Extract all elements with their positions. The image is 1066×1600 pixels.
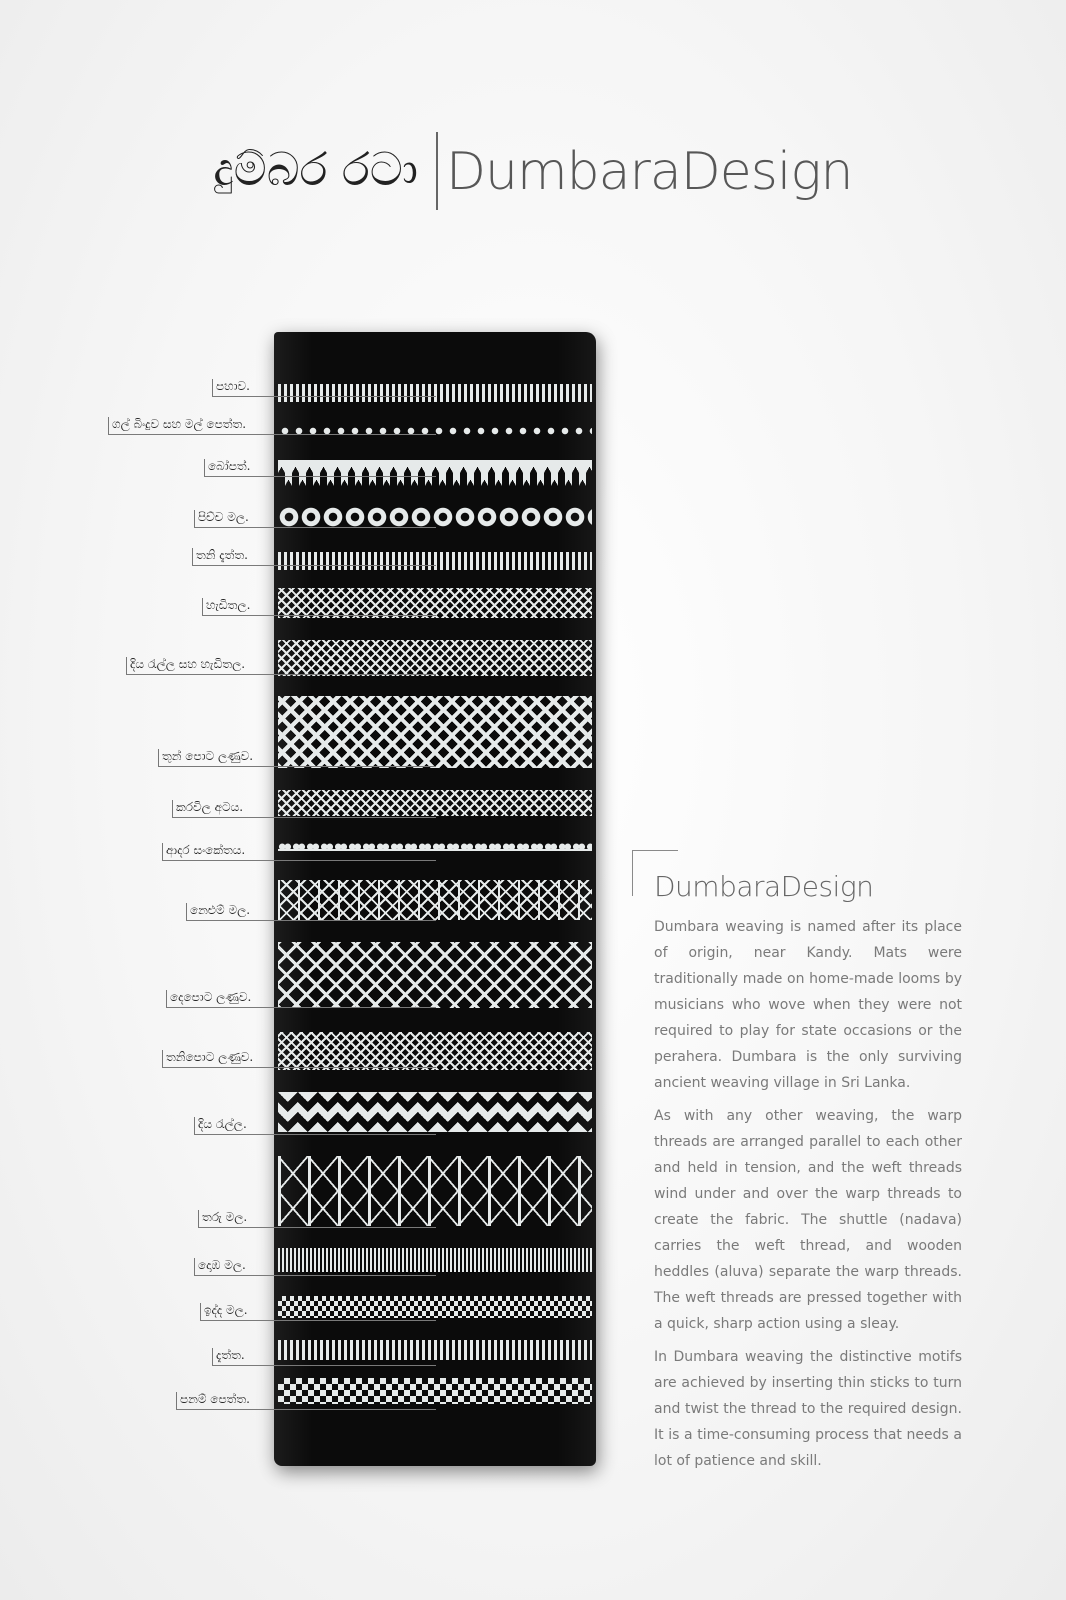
info-title: DumbaraDesign xyxy=(654,870,874,903)
info-body xyxy=(654,914,962,1481)
motif-label: ගල් බිංදුව සහ මල් පෙත්ත. xyxy=(108,417,246,431)
dumbara-mat-image xyxy=(274,332,596,1466)
motif-label: තනි දැත්ත. xyxy=(192,548,248,562)
mat-motif-band xyxy=(278,500,592,534)
motif-label: පිච්ච මල. xyxy=(194,510,249,524)
motif-label: ආදර සංකේතය. xyxy=(162,843,245,857)
motif-label: පහාව. xyxy=(212,379,250,393)
motif-label: ඉද්ද මල. xyxy=(200,1303,248,1317)
motif-label: දිය රැල්ල. xyxy=(194,1117,247,1131)
mat-motif-band xyxy=(278,588,592,618)
motif-label: හැඩිතල. xyxy=(202,598,250,612)
mat-motif-band xyxy=(278,1340,592,1360)
motif-label: දැත්ත. xyxy=(212,1348,245,1362)
mat-motif-band xyxy=(278,1248,592,1272)
mat-motif-band xyxy=(278,1296,592,1318)
motif-label: තුන් පොට ලණුව. xyxy=(158,749,253,763)
motif-label: කරවිල අටය. xyxy=(172,800,243,814)
info-paragraph: In Dumbara weaving the distinctive motifs are achieved by inserting thin sticks to turn and twist the thread to the required design. It is a time-consuming process that needs a lot of patience and skill. xyxy=(654,1349,962,1469)
mat-motif-band xyxy=(278,1032,592,1070)
mat-motif-band xyxy=(278,1156,592,1226)
motif-label: දොඹ මල. xyxy=(194,1258,246,1272)
info-corner-horizontal xyxy=(632,850,678,851)
mat-motif-band xyxy=(278,552,592,570)
mat-motif-band xyxy=(278,696,592,768)
motif-label: දෙපොට ලණුව. xyxy=(166,990,251,1004)
mat-motif-band xyxy=(278,790,592,816)
motif-label: තනිපොට ලණුව. xyxy=(162,1050,253,1064)
mat-motif-band xyxy=(278,838,592,860)
title-english: DumbaraDesign xyxy=(446,142,853,202)
title-divider xyxy=(436,132,438,210)
mat-motif-band xyxy=(278,880,592,920)
mat-motif-band xyxy=(278,1378,592,1404)
info-corner-vertical xyxy=(632,850,633,896)
info-paragraph: Dumbara weaving is named after its place of origin, near Kandy. Mats were traditionally made on home-made looms by musicians who wove when they were not required to play for state occasions or the perahera. Dumbara is the only surviving ancient weaving village in Sri Lanka. xyxy=(654,919,962,1091)
mat-motif-band xyxy=(278,460,592,486)
page-header xyxy=(0,128,1066,212)
motif-label: බෝපත්. xyxy=(204,459,250,473)
mat-motif-band xyxy=(278,1092,592,1132)
mat-motif-band xyxy=(278,384,592,402)
motif-label: නෙළුම් මල. xyxy=(186,903,250,917)
mat-motif-band xyxy=(278,422,592,440)
motif-label: තරු මල. xyxy=(198,1210,247,1224)
mat-motif-band xyxy=(278,640,592,676)
info-paragraph: As with any other weaving, the warp threads are arranged parallel to each other and held in tension, and the weft threads wind under and over the warp threads to create the fabric. The shuttle (nadava) carries the weft thread, and wooden heddles (aluva) separate the warp threads. The weft threads are pressed together with a quick, sharp action using a sleay. xyxy=(654,1108,962,1332)
motif-label: දිය රැල්ල සහ හැඩිතල. xyxy=(126,657,245,671)
motif-label: පනම් පෙත්ත. xyxy=(176,1392,250,1406)
title-sinhala: දුම්බර රටා xyxy=(213,142,418,196)
mat-motif-band xyxy=(278,942,592,1008)
